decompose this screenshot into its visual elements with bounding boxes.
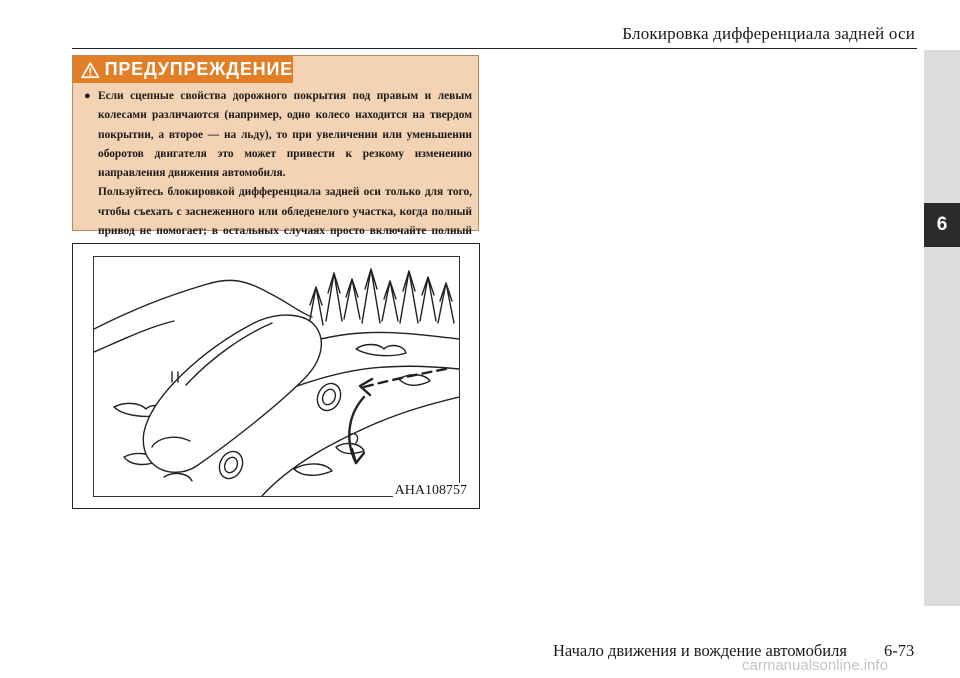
warning-body <box>84 87 472 261</box>
footer-section-title: Начало движения и вождение автомобиля <box>553 641 847 660</box>
warning-header <box>73 56 293 83</box>
warning-title: ПРЕДУПРЕЖДЕНИЕ <box>104 59 293 79</box>
bullet-dot-icon: ● <box>84 90 91 102</box>
header-divider <box>72 48 917 49</box>
chapter-side-tab <box>924 50 960 606</box>
warning-paragraph-text: Пользуйтесь блокировкой дифференциала задней оси только для того, чтобы съехать с заснеженного или обледенелого участка, когда полный привод не помогает; в остальных случаях просто включайте полный <box>98 186 472 238</box>
warning-paragraph <box>84 87 472 183</box>
warning-paragraph-text: Если сцепные свойства дорожного покрытия под правым и левым колесами различаются (например, одно колесо находится на твердом покрытии, а второе — на льду), то при увеличении или уменьшении оборотов двигателя это может привести к резкому изменению направления движения автомобиля. <box>98 90 472 180</box>
warning-triangle-icon <box>81 61 100 79</box>
warning-box <box>72 55 479 238</box>
illustration <box>93 256 460 497</box>
page-number: 6-73 <box>884 641 915 660</box>
page-header-title: Блокировка дифференциала задней оси <box>622 24 915 43</box>
watermark: carmanualsonline.info <box>742 657 888 674</box>
illustration-frame <box>72 243 480 509</box>
vehicle-on-snow-illustration <box>94 257 459 496</box>
chapter-number-badge: 6 <box>924 203 960 247</box>
figure-code: AHA108757 <box>394 483 467 498</box>
